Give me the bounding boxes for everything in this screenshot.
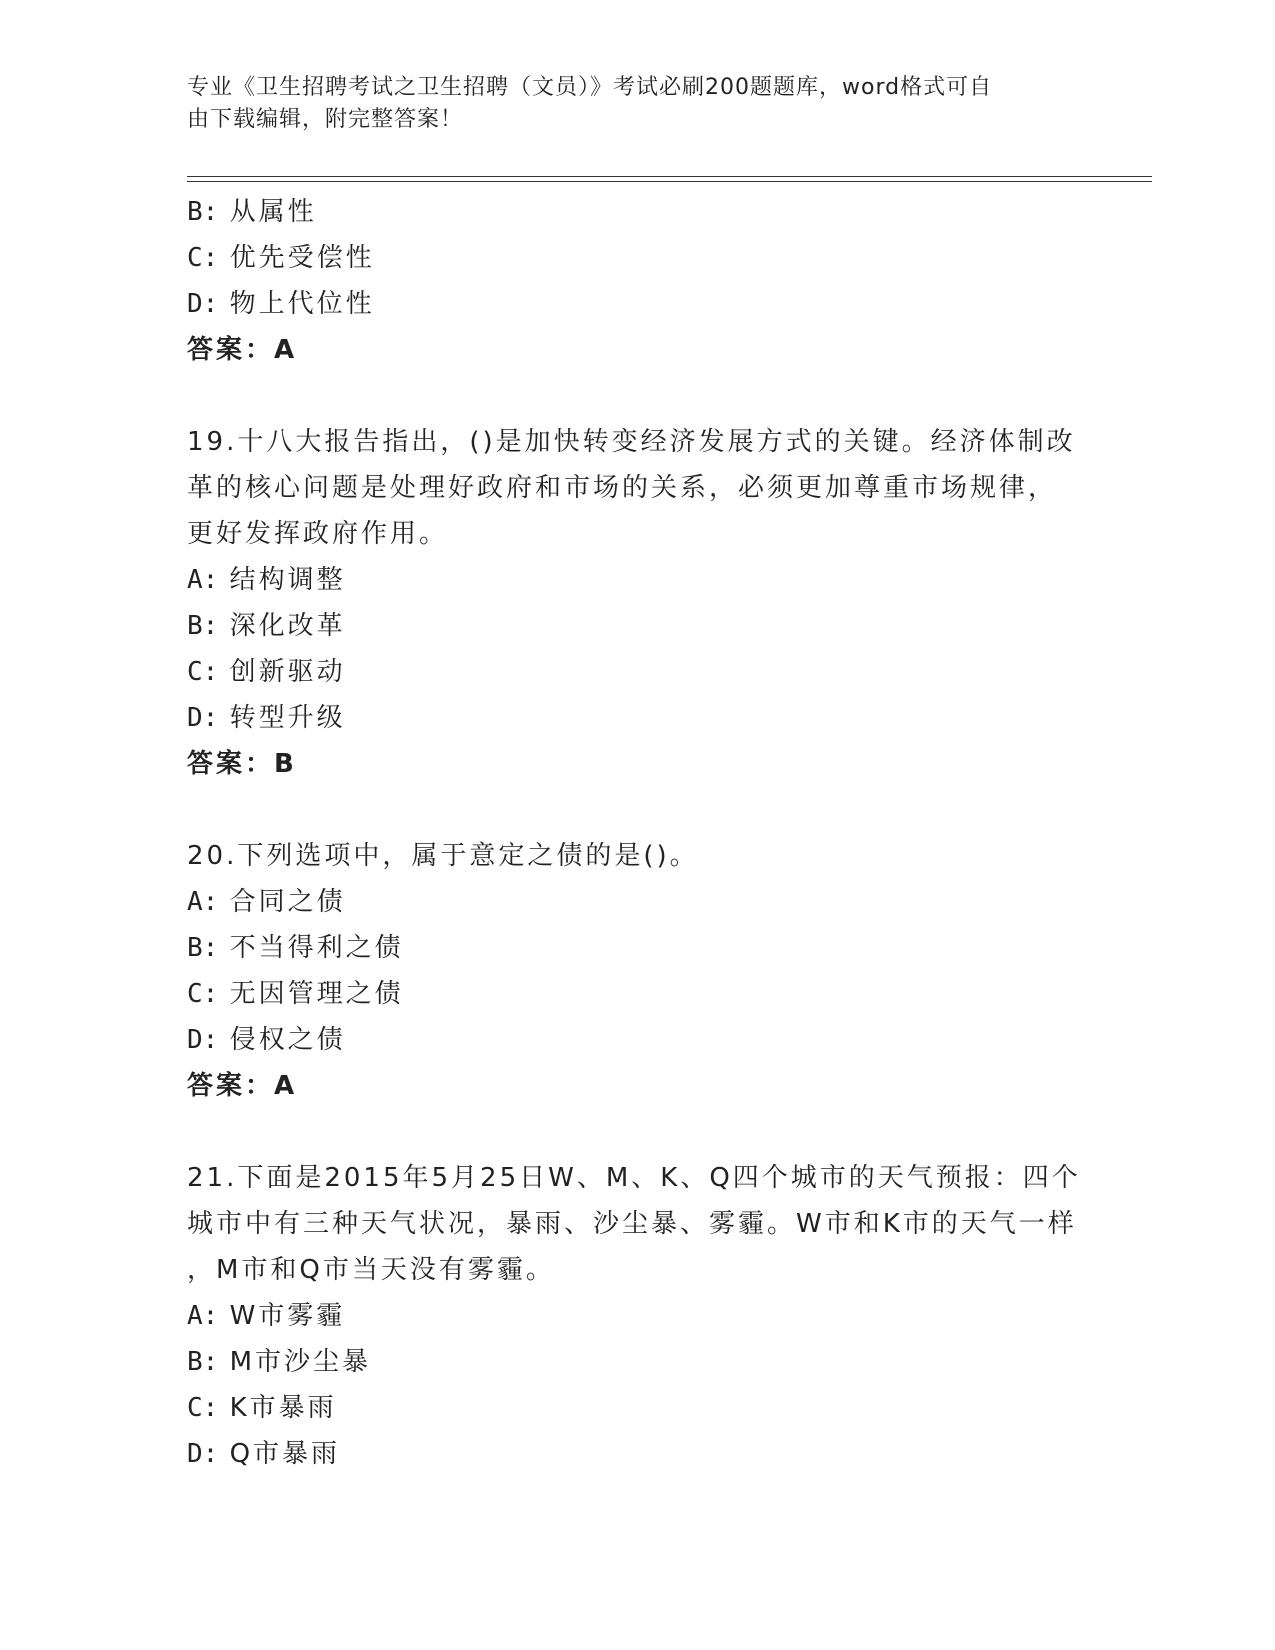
option-text: 优先受偿性 (229, 243, 375, 273)
option-b (187, 603, 1087, 649)
question-text-line: 21.下面是2015年5月25日W、M、K、Q四个城市的天气预报：四个 (187, 1163, 1081, 1193)
option-text: 物上代位性 (229, 289, 375, 319)
option-text: Q市暴雨 (229, 1439, 341, 1469)
answer-line (187, 1063, 1087, 1109)
question-21 (187, 1155, 1087, 1477)
option-text: 结构调整 (229, 565, 346, 595)
question-18-continued (187, 189, 1087, 373)
option-letter: A: (187, 1301, 219, 1331)
option-letter: C: (187, 657, 219, 687)
option-letter: C: (187, 1393, 219, 1423)
spacer (187, 787, 1087, 833)
option-letter: B: (187, 1347, 219, 1377)
question-19 (187, 419, 1087, 787)
option-letter: D: (187, 1439, 219, 1469)
answer-label: 答案： (187, 1071, 275, 1101)
header-line-2: 由下载编辑，附完整答案！ (187, 107, 464, 132)
option-text: 从属性 (229, 197, 317, 227)
header-line-1: 专业《卫生招聘考试之卫生招聘（文员）》考试必刷200题题库，word格式可自 (187, 75, 993, 100)
answer-line (187, 327, 1087, 373)
spacer (187, 1109, 1087, 1155)
option-c (187, 971, 1087, 1017)
option-text: 合同之债 (229, 887, 346, 917)
answer-label: 答案： (187, 335, 275, 365)
option-a (187, 1293, 1087, 1339)
option-text: W市雾霾 (229, 1301, 346, 1331)
option-c (187, 649, 1087, 695)
option-letter: B: (187, 197, 219, 227)
question-text-line: 20.下列选项中，属于意定之债的是()。 (187, 841, 699, 871)
option-d (187, 281, 1087, 327)
option-b (187, 925, 1087, 971)
option-letter: D: (187, 703, 219, 733)
option-c (187, 1385, 1087, 1431)
option-c (187, 235, 1087, 281)
option-letter: B: (187, 611, 219, 641)
option-letter: D: (187, 289, 219, 319)
option-a (187, 557, 1087, 603)
option-b (187, 1339, 1087, 1385)
option-d (187, 695, 1087, 741)
spacer (187, 373, 1087, 419)
question-list (187, 189, 1087, 1477)
option-text: 侵权之债 (229, 1025, 346, 1055)
option-text: 创新驱动 (229, 657, 346, 687)
answer-line (187, 741, 1087, 787)
option-letter: A: (187, 565, 219, 595)
option-letter: A: (187, 887, 219, 917)
header-divider-top (187, 176, 1152, 177)
question-text-line: 19.十八大报告指出，()是加快转变经济发展方式的关键。经济体制改 (187, 427, 1076, 457)
option-text: K市暴雨 (229, 1393, 337, 1423)
answer-value: B (274, 749, 297, 779)
option-text: 深化改革 (229, 611, 346, 641)
option-letter: B: (187, 933, 219, 963)
option-d (187, 1431, 1087, 1477)
option-text: 不当得利之债 (229, 933, 404, 963)
option-b (187, 189, 1087, 235)
document-header (187, 72, 1067, 136)
question-text-line: ，M市和Q市当天没有雾霾。 (187, 1255, 555, 1285)
question-text-line: 革的核心问题是处理好政府和市场的关系，必须更加尊重市场规律， (187, 473, 1058, 503)
option-d (187, 1017, 1087, 1063)
option-text: M市沙尘暴 (229, 1347, 372, 1377)
question-text-line: 城市中有三种天气状况，暴雨、沙尘暴、雾霾。W市和K市的天气一样 (187, 1209, 1077, 1239)
question-text-line: 更好发挥政府作用。 (187, 519, 449, 549)
option-letter: D: (187, 1025, 219, 1055)
option-letter: C: (187, 243, 219, 273)
option-text: 无因管理之债 (229, 979, 404, 1009)
answer-value: A (274, 1071, 298, 1101)
answer-value: A (274, 335, 298, 365)
option-letter: C: (187, 979, 219, 1009)
header-divider-bottom (187, 181, 1152, 182)
option-text: 转型升级 (229, 703, 346, 733)
question-20 (187, 833, 1087, 1109)
option-a (187, 879, 1087, 925)
answer-label: 答案： (187, 749, 275, 779)
